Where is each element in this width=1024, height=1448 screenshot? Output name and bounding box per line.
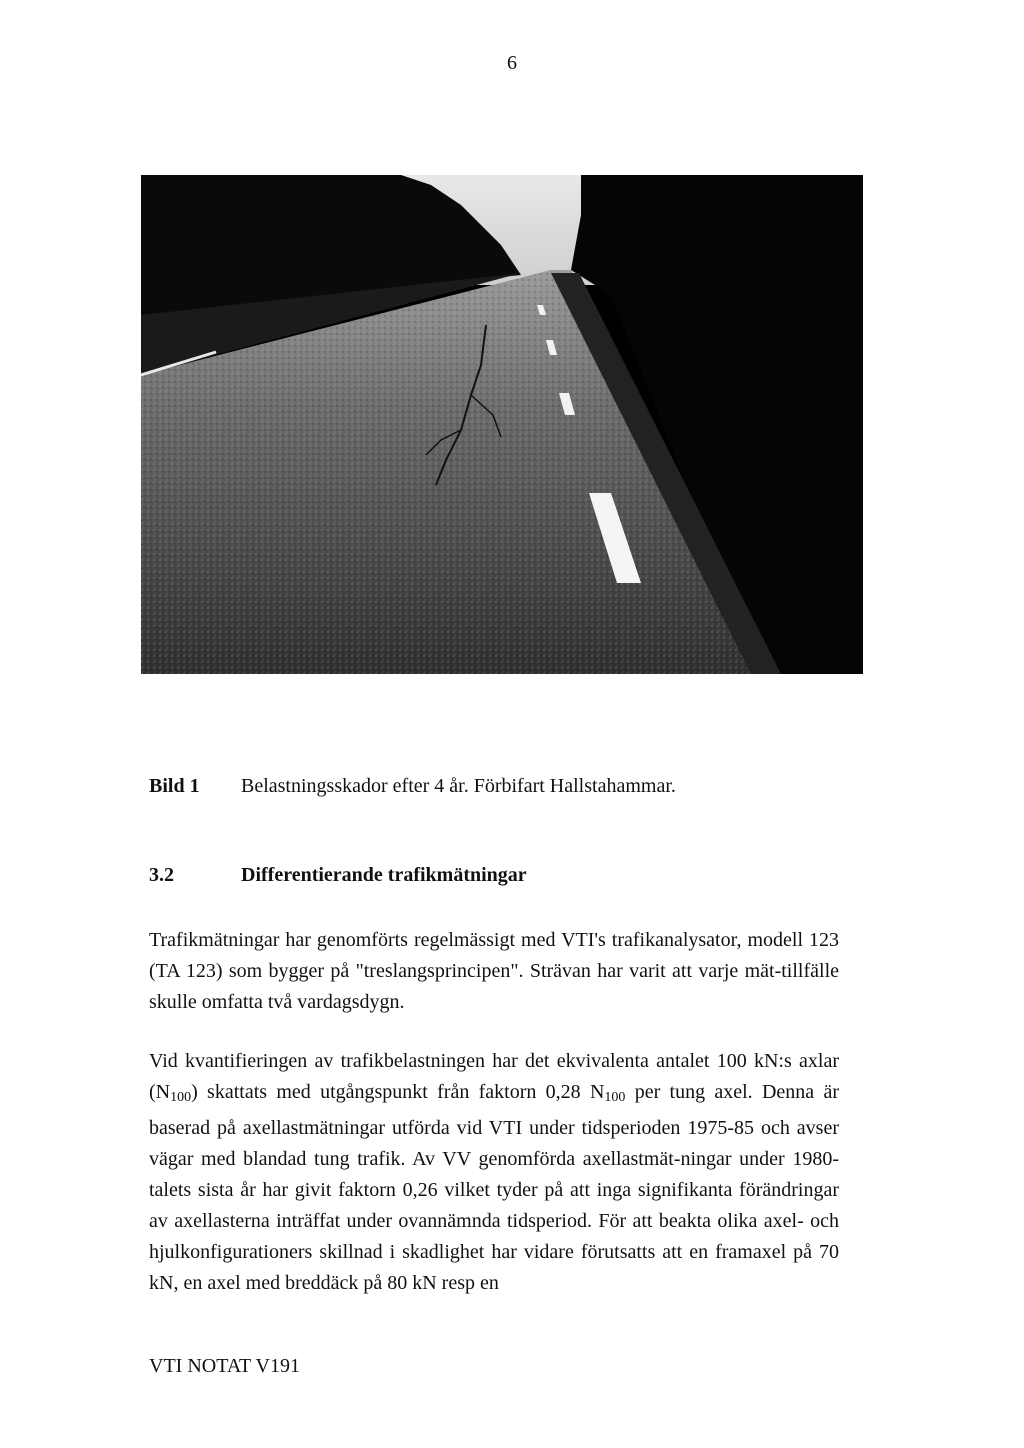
- paragraph-2-part-a: Vid kvantifieringen av trafikbelastningen har det ekvivalenta antalet 100 kN:s axlar (N: [149, 1050, 839, 1103]
- page-number: 6: [507, 52, 517, 74]
- subscript-100: 100: [604, 1090, 626, 1105]
- subscript-100: 100: [170, 1090, 192, 1105]
- section-number: 3.2: [149, 864, 174, 886]
- figure-caption: [149, 775, 676, 798]
- section-title: Differentierande trafikmätningar: [241, 864, 527, 886]
- paragraph-2-part-b: ) skattats med utgångspunkt från faktorn 0,28 N: [191, 1081, 605, 1103]
- paragraph-1: Trafikmätningar har genomförts regelmässigt med VTI's trafikanalysator, modell 123 (TA 123) som bygger på "treslangsprincipen". Strävan har varit att varje mät-tillfälle skulle omfatta två vardagsdygn.: [149, 929, 839, 1013]
- paragraph-2-part-c: per tung axel. Denna är baserad på axellastmätningar utförda vid VTI under tidsperioden 1975-85 och avser vägar med blandad tung trafik. Av VV genomförda axellastmät-ningar under 1980-talets sista år har givit faktorn 0,26 vilket tyder på att inga signifikanta förändringar av axellasterna inträffat under ovannämnda tidsperiod. För att beakta olika axel- och hjulkonfigurationers skillnad i skadlighet har vidare förutsatts att en framaxel på 70 kN, en axel med breddäck på 80 kN resp en: [149, 1081, 839, 1294]
- section-heading: [149, 864, 527, 887]
- document-footer: VTI NOTAT V191: [149, 1355, 300, 1377]
- road-damage-photo: [141, 175, 863, 674]
- paragraph-2: [149, 1046, 839, 1299]
- figure-label: Bild 1: [149, 775, 200, 797]
- figure-caption-text: Belastningsskador efter 4 år. Förbifart Hallstahammar.: [241, 775, 676, 797]
